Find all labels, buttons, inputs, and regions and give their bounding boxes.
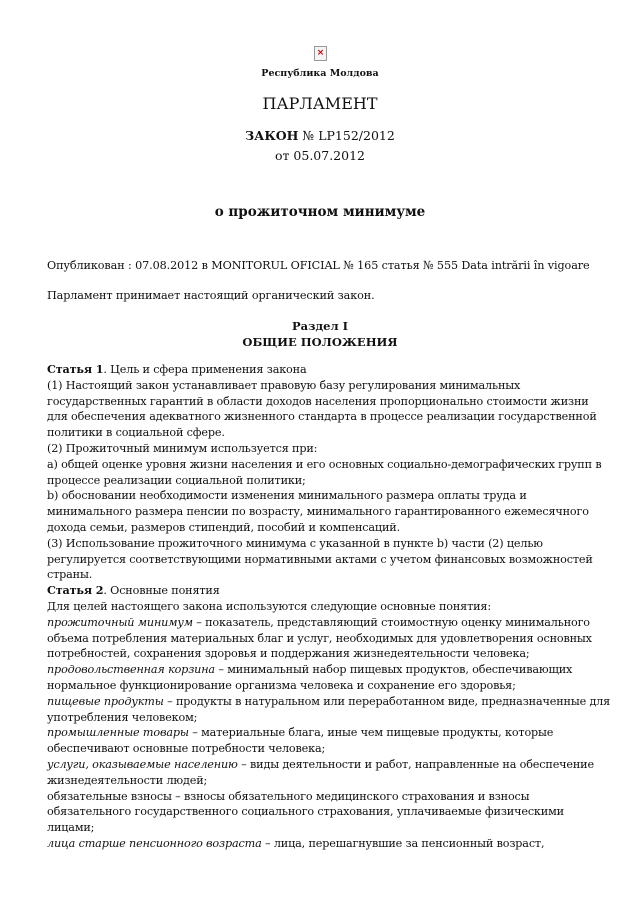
line-text: обязательного государственного социального страхования, уплачиваемые физическими [47,805,564,819]
line-text: государственных гарантий в области доходов населения пропорционально стоимости жизни [47,394,589,408]
term: лица старше пенсионного возраста [47,836,262,850]
text-line [47,583,610,599]
line-text: (3) Использование прожиточного минимума с указанной в пункте b) части (2) целью [47,536,543,550]
term: продовольственная корзина [47,663,215,677]
republic-name: Республика Молдова [261,68,379,79]
law-date: от 05.07.2012 [275,148,365,163]
line-text: – показатель, представляющий стоимостную оценку минимального [192,615,590,629]
line-text: регулируется соответствующими нормативными актами с учетом финансовых возможностей [47,552,593,566]
line-text: – виды деятельности и работ, направленные на обеспечение [237,757,594,771]
law-body [47,362,610,852]
line-text: . Основные понятия [103,584,220,598]
law-title: о прожиточном минимуме [214,204,426,220]
law-label: ЗАКОН [245,128,299,143]
line-text: потребностей, сохранения здоровья и поддержания жизнедеятельности человека; [47,647,530,661]
line-text: обязательные взносы – взносы обязательного медицинского страхования и взносы [47,789,530,803]
law-number-value: № LP152/2012 [298,128,395,143]
line-text: a) общей оценке уровня жизни населения и его основных социально-демографических групп в [47,457,602,471]
line-text: для обеспечения адекватного жизненного стандарта в процессе реализации государственной [47,410,597,424]
text-line [47,457,610,473]
line-text: – продукты в натуральном или переработанном виде, предназначенные для [163,694,611,708]
line-text: нормальное функционирование организма человека и сохранение его здоровья; [47,678,516,692]
text-line [47,631,610,647]
text-line [47,409,610,425]
text-line [47,773,610,789]
section-number: Раздел I [292,319,348,333]
text-line [47,378,610,394]
line-text: – материальные блага, иные чем пищевые продукты, которые [188,726,554,740]
line-text: b) обосновании необходимости изменения минимального размера оплаты труда и [47,489,527,503]
line-text: употребления человеком; [47,710,198,724]
line-text: дохода семьи, размеров стипендий, пособий и компенсаций. [47,520,400,534]
text-line [47,488,610,504]
section-name: ОБЩИЕ ПОЛОЖЕНИЯ [242,335,398,349]
text-line [47,615,610,631]
text-line [47,757,610,773]
text-line [47,441,610,457]
line-text: минимального размера пенсии по возрасту, минимального гарантированного ежемесячного [47,505,589,519]
broken-image-icon: × [314,46,327,61]
text-line [47,725,610,741]
term: услуги, оказываемые населению [47,757,238,771]
article-label: Статья 2 [47,583,104,598]
adoption-statement: Парламент принимает настоящий органический закон. [47,289,375,302]
text-line [47,741,610,757]
text-line [47,504,610,520]
text-line [47,536,610,552]
line-text: лицами; [47,821,95,835]
text-line [47,473,610,489]
text-line [47,678,610,694]
text-line [47,362,610,378]
text-line [47,820,610,836]
line-text: страны. [47,568,93,582]
line-text: – лица, перешагнувшие за пенсионный возраст, [261,836,545,850]
text-line [47,694,610,710]
term: прожиточный минимум [47,615,193,629]
publication-info: Опубликован : 07.08.2012 в MONITORUL OFICIAL № 165 статья № 555 Data intrării în vigoare [47,259,590,272]
article-label: Статья 1 [47,362,104,376]
law-number [0,128,640,143]
line-text: (1) Настоящий закон устанавливает правовую базу регулирования минимальных [47,378,521,392]
line-text: обеспечивают основные потребности человека; [47,742,326,756]
text-line [47,425,610,441]
line-text: жизнедеятельности людей; [47,773,208,787]
line-text: процессе реализации социальной политики; [47,473,306,487]
term: пищевые продукты [47,694,164,708]
line-text: (2) Прожиточный минимум используется при: [47,441,318,455]
line-text: Для целей настоящего закона используются следующие основные понятия: [47,599,491,613]
text-line [47,552,610,568]
text-line [47,804,610,820]
line-text: . Цель и сфера применения закона [103,363,307,376]
text-line [47,789,610,805]
text-line [47,662,610,678]
line-text: политики в социальной сфере. [47,426,225,440]
text-line [47,710,610,726]
text-line [47,567,610,583]
text-line [47,394,610,410]
text-line [47,646,610,662]
term: промышленные товары [47,726,189,740]
parliament-heading: ПАРЛАМЕНТ [262,94,378,113]
line-text: объема потребления материальных благ и услуг, необходимых для удовлетворения основных [47,631,592,645]
text-line [47,836,610,852]
text-line [47,520,610,536]
line-text: – минимальный набор пищевых продуктов, обеспечивающих [214,663,573,677]
text-line [47,599,610,615]
